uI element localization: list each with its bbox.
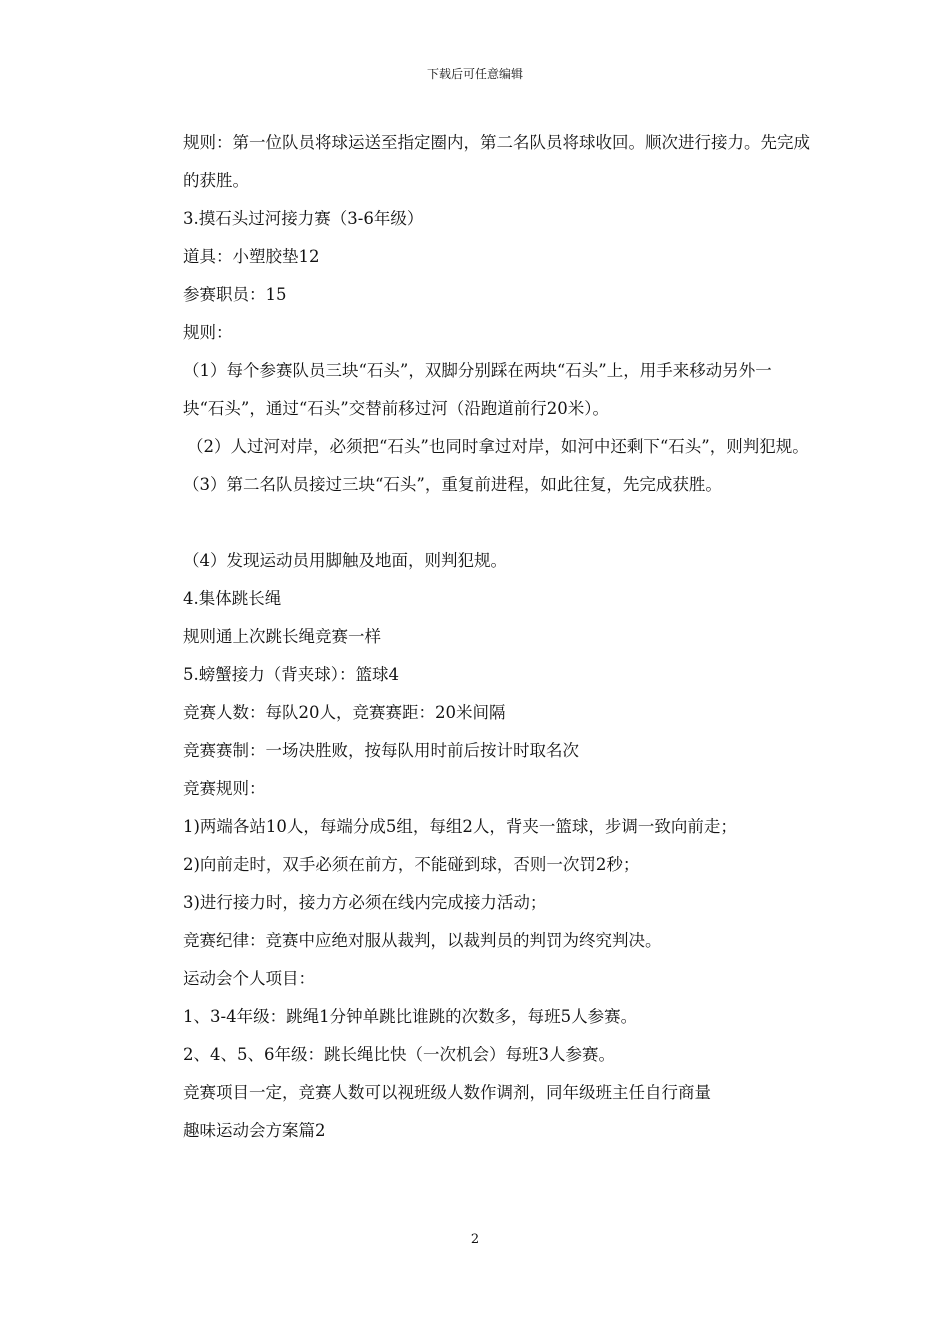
heading-long-rope: 4.集体跳长绳 [183, 589, 282, 608]
paragraph-individual-1: 1、3-4年级：跳绳1分钟单跳比谁跳的次数多，每班5人参赛。 [183, 1007, 638, 1026]
blank-line [145, 504, 810, 542]
paragraph-crab-count: 竞赛人数：每队20人，竞赛赛距：20米间隔 [183, 703, 506, 722]
page-number: 2 [470, 1232, 480, 1247]
paragraph-discipline: 竞赛纪律：竞赛中应绝对服从裁判，以裁判员的判罚为终究判决。 [183, 931, 662, 950]
paragraph-individual-2: 2、4、5、6年级：跳长绳比快（一次机会）每班3人参赛。 [183, 1045, 615, 1064]
paragraph-crab-format: 竞赛赛制：一场决胜败，按每队用时前后按计时取名次 [183, 741, 579, 760]
paragraph-crab-rules-label: 竞赛规则： [183, 779, 266, 798]
paragraph-crab-rule-3: 3)进行接力时，接力方必须在线内完成接力活动； [183, 893, 547, 912]
paragraph-participants: 参赛职员：15 [183, 285, 287, 304]
paragraph-rule-2: （2）人过河对岸，必须把“石头”也同时拿过对岸，如河中还剩下“石头”，则判犯规。 [187, 437, 809, 456]
paragraph-rule-4: （4）发现运动员用脚触及地面，则判犯规。 [183, 551, 507, 570]
document-body [145, 124, 810, 1150]
heading-stone-relay: 3.摸石头过河接力赛（3-6年级） [183, 209, 424, 228]
paragraph-rule-3: （3）第二名队员接过三块“石头”，重复前进程，如此往复，先完成获胜。 [183, 475, 722, 494]
heading-individual-events: 运动会个人项目： [183, 969, 315, 988]
paragraph-relay-rule: 规则：第一位队员将球运送至指定圈内，第二名队员将球收回。顺次进行接力。先完成的获胜。 [183, 133, 810, 190]
paragraph-rules-label: 规则： [183, 323, 233, 342]
paragraph-adjustment: 竞赛项目一定，竞赛人数可以视班级人数作调剂，同年级班主任自行商量 [183, 1083, 711, 1102]
paragraph-props: 道具：小塑胶垫12 [183, 247, 320, 266]
heading-plan-2: 趣味运动会方案篇2 [183, 1121, 326, 1140]
paragraph-long-rope-rule: 规则通上次跳长绳竞赛一样 [183, 627, 381, 646]
paragraph-rule-1: （1）每个参赛队员三块“石头”，双脚分别踩在两块“石头”上，用手来移动另外一块“石头”，通过“石头”交替前移过河（沿跑道前行20米）。 [183, 361, 772, 418]
page-header: 下载后可任意编辑 [426, 67, 523, 81]
paragraph-crab-rule-2: 2)向前走时，双手必须在前方，不能碰到球，否则一次罚2秒； [183, 855, 640, 874]
heading-crab-relay: 5.螃蟹接力（背夹球）：篮球4 [183, 665, 399, 684]
paragraph-crab-rule-1: 1)两端各站10人，每端分成5组，每组2人，背夹一篮球，步调一致向前走； [183, 817, 737, 836]
